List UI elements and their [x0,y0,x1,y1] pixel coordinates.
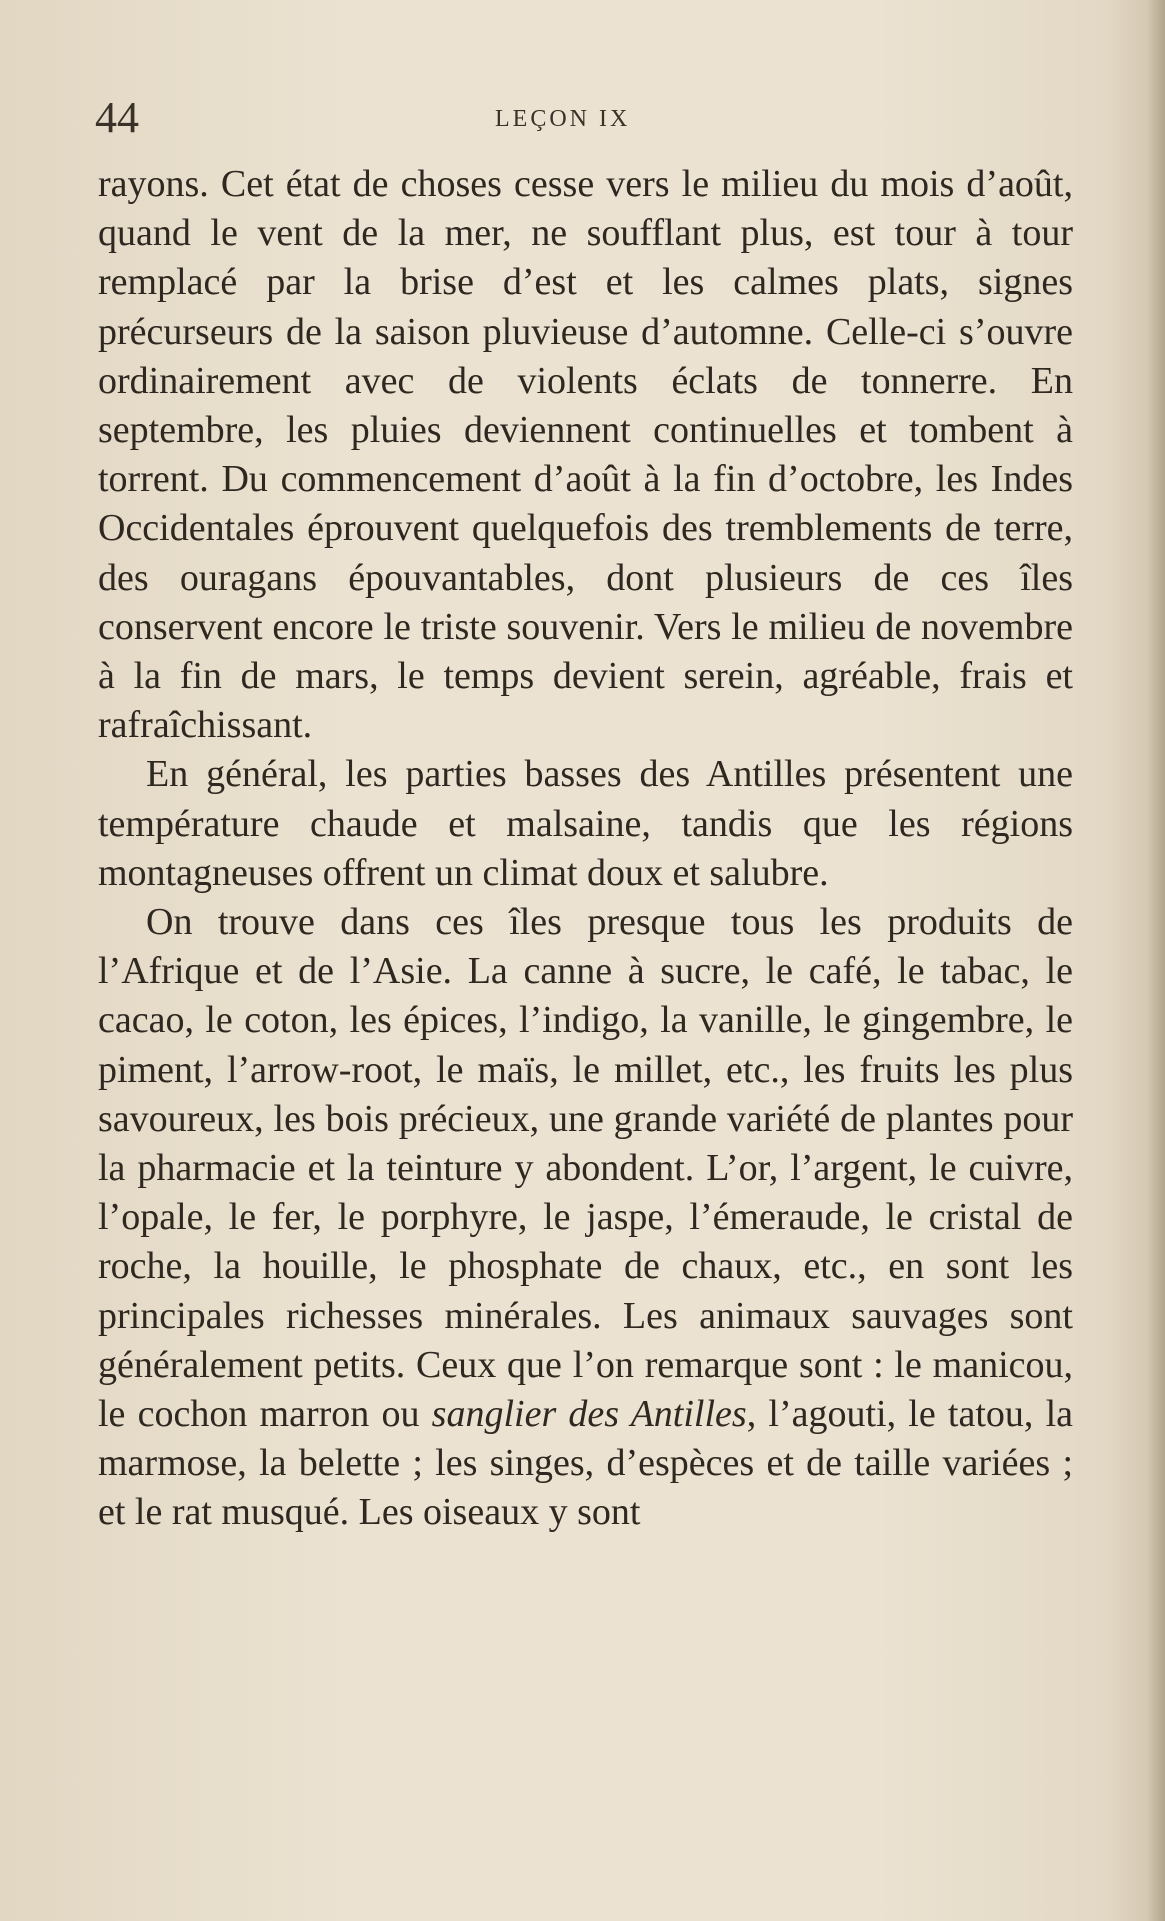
page-edge-shadow [1147,0,1165,1921]
paragraph-3-part-2: , l’agouti, le tatou, la marmose, la belette ; les singes, d’espèces et de taille variées ; et le rat musqué. Les oiseaux y sont [98,1393,1073,1534]
paragraph-3-part-1: On trouve dans ces îles presque tous les produits de l’Afrique et de l’Asie. La canne à sucre, le café, le tabac, le cacao, le coton, les épices, l’indigo, la vanille, le gingembre, le piment, l’arrow-root, le maïs, le millet, etc., les fruits les plus savoureux, les bois précieux, une grande variété de plantes pour la pharmacie et la teinture y abondent. L’or, l’argent, le cuivre, l’opale, le fer, le porphyre, le jaspe, l’émeraude, le cristal de roche, la houille, le phosphate de chaux, etc., en sont les principales richesses minérales. Les animaux sauvages sont généralement petits. Ceux que l’on remarque sont : le manicou, le cochon marron ou [98,901,1073,1436]
page-header [95,92,1085,142]
paragraph-2: En général, les parties basses des Antilles présentent une température chaude et malsaine, tandis que les régions montagneuses offrent un climat doux et salubre. [98,753,1073,894]
page-number: 44 [95,93,139,142]
italic-term: sanglier des Antilles [431,1393,747,1436]
paragraph-1: rayons. Cet état de choses cesse vers le milieu du mois d’août, quand le vent de la mer, ne soufflant plus, est tour à tour remplacé par la brise d’est et les calmes plats, signes précurseurs de la saison pluvieuse d’automne. Celle-ci s’ouvre ordinairement avec de violents éclats de tonnerre. En septembre, les pluies deviennent continuelles et tombent à torrent. Du commencement d’août à la fin d’octobre, les Indes Occidentales éprouvent quelquefois des tremblements de terre, des ouragans épouvantables, dont plusieurs de ces îles conservent encore le triste souvenir. Vers le milieu de novembre à la fin de mars, le temps devient serein, agréable, frais et rafraîchissant. [98,163,1073,747]
running-head: LEÇON IX [495,106,631,132]
paragraph-3 [98,898,1073,1538]
body-text [98,160,1073,1538]
